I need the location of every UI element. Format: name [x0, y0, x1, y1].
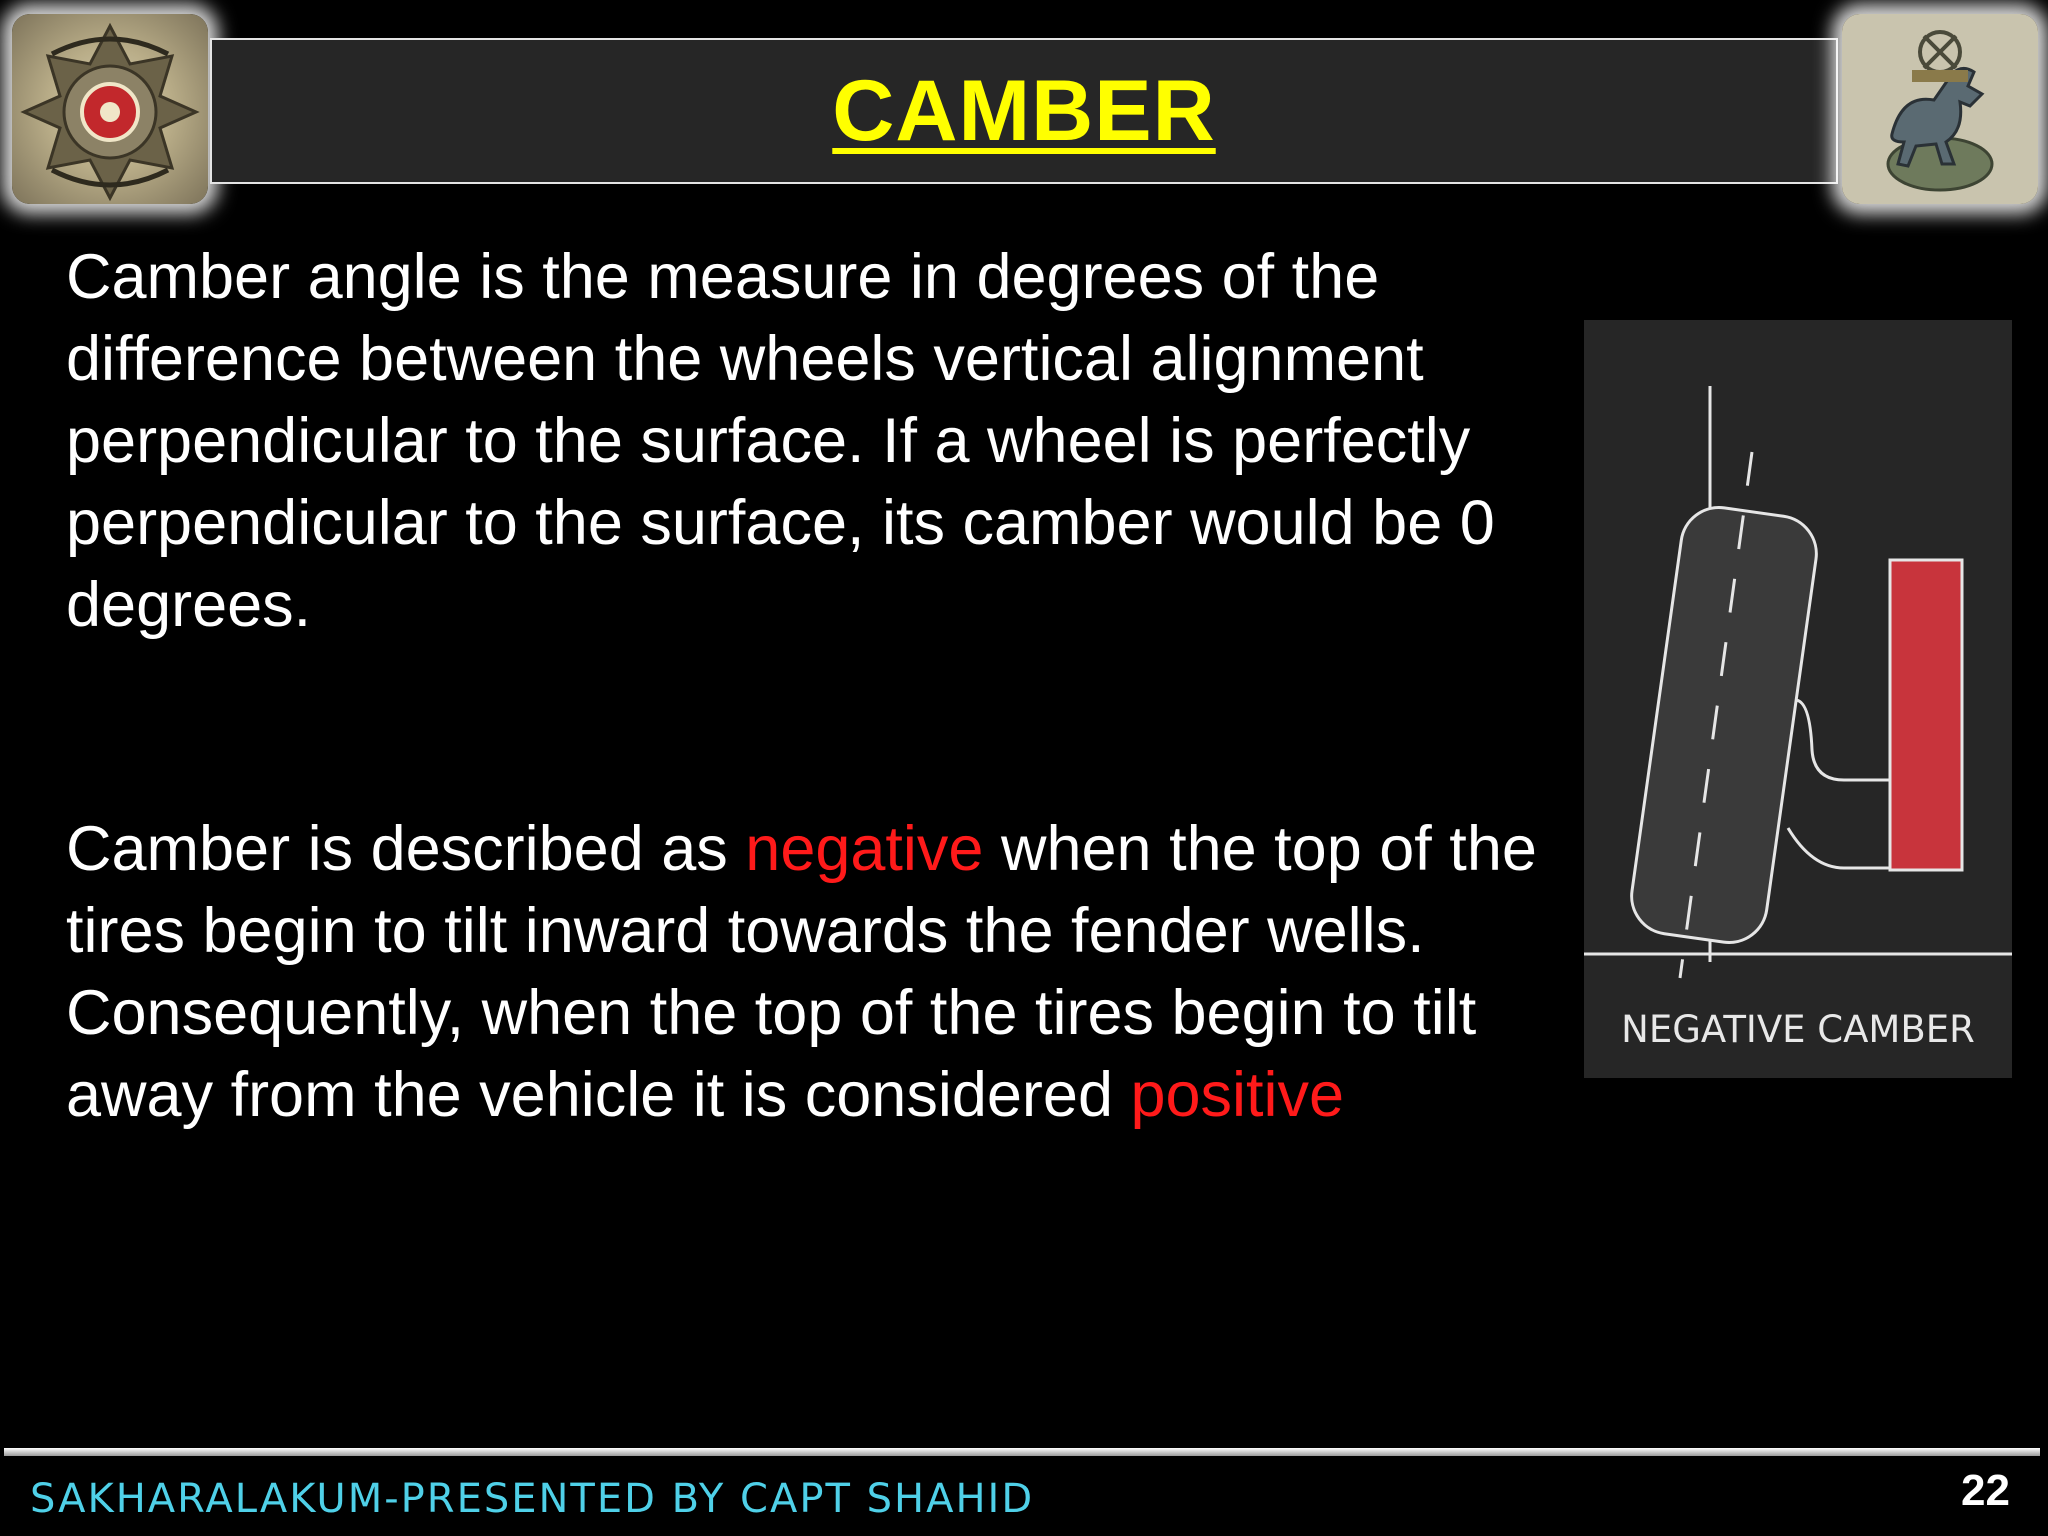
paragraph2-text-part2: when the top of the tires begin to tilt inward towards the fender wells. Consequently, when the top of the tires begin to tilt away from the vehicle it is considered	[66, 814, 1537, 1130]
title-bar	[210, 38, 1838, 184]
slide-title: CAMBER	[832, 62, 1216, 159]
negative-camber-diagram	[1584, 320, 2012, 1078]
fender-block	[1890, 560, 1962, 870]
right-crest-icon	[1842, 14, 2038, 204]
definition-paragraph: Camber angle is the measure in degrees of the difference between the wheels vertical alignment perpendicular to the surface. If a wheel is perfectly perpendicular to the surface, its camber would be 0 degrees.	[66, 242, 1495, 640]
tire-shape	[1627, 503, 1822, 948]
figure-caption: NEGATIVE CAMBER	[1621, 1008, 1975, 1051]
paragraph2-text-part1: Camber is described as	[66, 814, 746, 884]
positive-highlight: positive	[1130, 1060, 1345, 1130]
page-number: 22	[1961, 1466, 2010, 1515]
left-crest-icon	[12, 14, 208, 204]
negative-positive-paragraph	[66, 808, 1586, 1136]
footer-presenter: SAKHARALAKUM-PRESENTED BY CAPT SHAHID	[30, 1476, 1035, 1522]
upper-arm	[1795, 700, 1890, 780]
negative-highlight: negative	[745, 814, 984, 884]
footer-divider	[4, 1448, 2040, 1456]
lower-arm	[1788, 828, 1890, 868]
